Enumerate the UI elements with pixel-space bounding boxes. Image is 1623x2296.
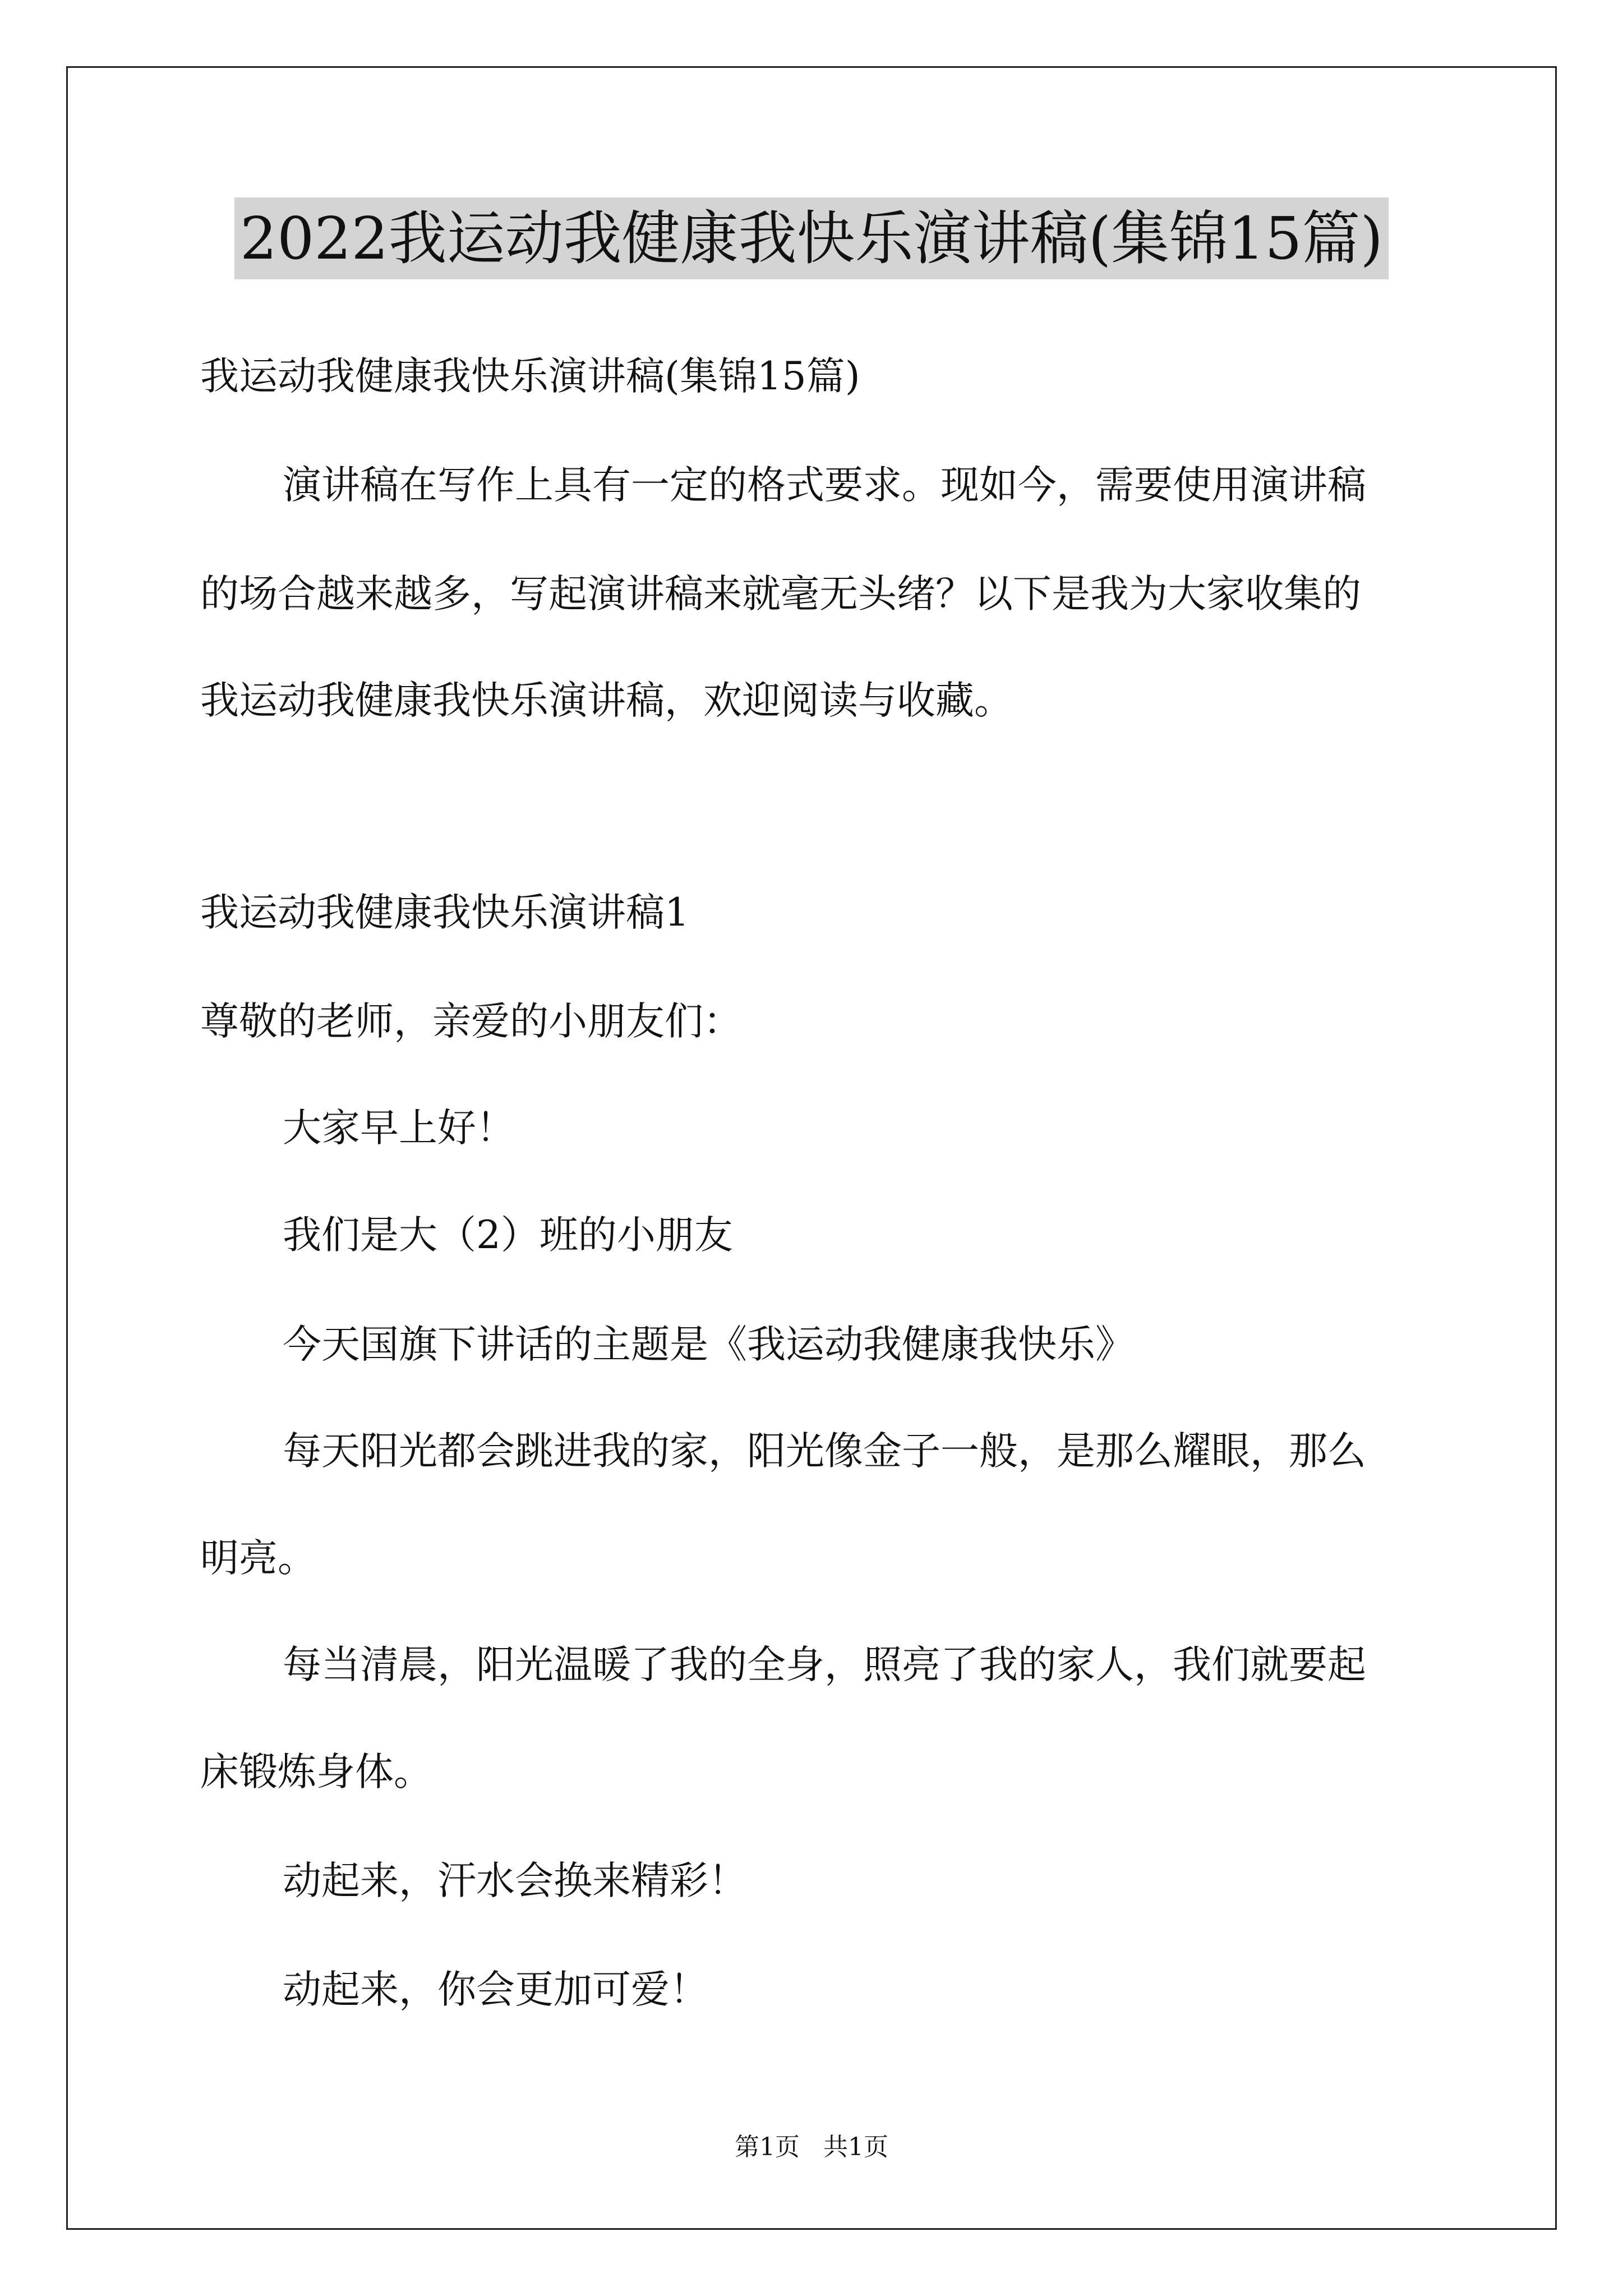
document-title: 2022我运动我健康我快乐演讲稿(集锦15篇) [234,197,1389,279]
title-container [0,197,1623,279]
paragraph-line: 床锻炼身体。 [200,1750,432,1795]
subtitle-line: 我运动我健康我快乐演讲稿(集锦15篇) [200,354,860,399]
paragraph-line: 动起来，汗水会换来精彩！ [283,1858,747,1903]
paragraph-line: 大家早上好！ [283,1106,515,1151]
salutation-line: 尊敬的老师，亲爱的小朋友们： [200,999,742,1044]
paragraph-line: 每天阳光都会跳进我的家，阳光像金子一般，是那么耀眼，那么 [283,1429,1366,1474]
paragraph-line: 每当清晨，阳光温暖了我的全身，照亮了我的家人，我们就要起 [283,1642,1366,1687]
paragraph-line: 的场合越来越多，写起演讲稿来就毫无头绪？以下是我为大家收集的 [200,572,1361,616]
paragraph-line: 动起来，你会更加可爱！ [283,1967,708,2012]
paragraph-line: 今天国旗下讲话的主题是《我运动我健康我快乐》 [283,1322,1134,1367]
paragraph-line: 我们是大（2）班的小朋友 [283,1213,733,1258]
paragraph-line: 明亮。 [200,1536,316,1581]
section-heading: 我运动我健康我快乐演讲稿1 [200,890,689,935]
paragraph-line: 我运动我健康我快乐演讲稿，欢迎阅读与收藏。 [200,678,1013,723]
page-footer: 第1页 共1页 [735,2133,888,2161]
paragraph-line: 演讲稿在写作上具有一定的格式要求。现如今，需要使用演讲稿 [283,463,1366,508]
